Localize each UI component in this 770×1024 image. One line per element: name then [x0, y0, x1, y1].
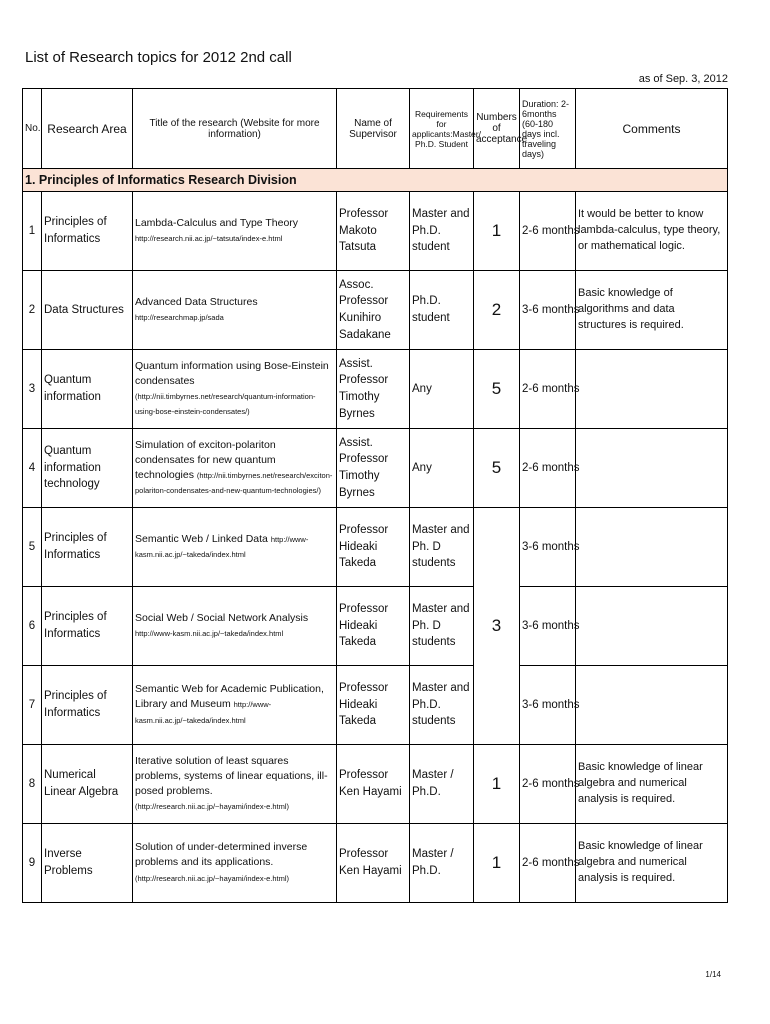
duration: 3-6 months	[520, 666, 576, 745]
comments: It would be better to know lambda-calculus, type theory, or mathematical logic.	[576, 192, 728, 271]
header-requirements: Requirements for applicants:Master/ Ph.D. Student	[410, 89, 474, 169]
research-area: Numerical Linear Algebra	[42, 745, 133, 824]
research-title: Semantic Web for Academic Publication, Library and Museum http://www-kasm.nii.ac.jp/~takeda/index.html	[133, 666, 337, 745]
supervisor: Professor Ken Hayami	[337, 824, 410, 903]
website-url: (http://nii.timbyrnes.net/research/exciton-polariton-condensates-and-new-quantum-technologies/)	[135, 471, 333, 496]
website-url: http://research.nii.ac.jp/~tatsuta/index-e.html	[135, 234, 283, 243]
row-number: 6	[23, 587, 42, 666]
research-title: Advanced Data Structures http://researchmap.jp/sada	[133, 271, 337, 350]
duration: 2-6 months	[520, 192, 576, 271]
duration: 3-6 months	[520, 587, 576, 666]
requirements: Any	[410, 429, 474, 508]
website-url: (http://research.nii.ac.jp/~hayami/index-e.html)	[135, 802, 290, 812]
document-title: List of Research topics for 2012 2nd call	[25, 49, 292, 66]
duration: 3-6 months	[520, 271, 576, 350]
research-area: Quantum information	[42, 350, 133, 429]
row-number: 8	[23, 745, 42, 824]
page-number: 1/14	[705, 970, 721, 979]
website-url: (http://nii.timbyrnes.net/research/quantum-information-using-bose-einstein-condensates/)	[135, 392, 316, 417]
row-number: 1	[23, 192, 42, 271]
row-number: 3	[23, 350, 42, 429]
research-area: Principles of Informatics	[42, 587, 133, 666]
header-duration: Duration: 2-6months (60-180 days incl. traveling days)	[520, 89, 576, 169]
header-title: Title of the research (Website for more information)	[133, 89, 337, 169]
supervisor: Assist. Professor Timothy Byrnes	[337, 350, 410, 429]
research-area: Data Structures	[42, 271, 133, 350]
acceptance-count: 1	[474, 824, 520, 903]
section-title: 1. Principles of Informatics Research Division	[23, 169, 728, 192]
row-number: 5	[23, 508, 42, 587]
supervisor: Professor Hideaki Takeda	[337, 587, 410, 666]
research-title: Simulation of exciton-polariton condensates for new quantum technologies (http://nii.timbyrnes.net/research/exciton-polariton-condensates-and-new-quantum-technologies/)	[133, 429, 337, 508]
requirements: Master and Ph. D students	[410, 508, 474, 587]
section-row	[23, 169, 728, 192]
requirements: Master and Ph.D. student	[410, 192, 474, 271]
research-topics-table	[22, 88, 728, 903]
table-row	[23, 824, 728, 903]
research-area: Principles of Informatics	[42, 666, 133, 745]
acceptance-count: 1	[474, 745, 520, 824]
header-row	[23, 89, 728, 169]
website-url: http://www-kasm.nii.ac.jp/~takeda/index.html	[135, 700, 272, 725]
duration: 2-6 months	[520, 429, 576, 508]
requirements: Any	[410, 350, 474, 429]
research-title: Solution of under-determined inverse problems and its applications. (http://research.nii.ac.jp/~hayami/index-e.html)	[133, 824, 337, 903]
table-row	[23, 429, 728, 508]
research-area: Quantum information technology	[42, 429, 133, 508]
requirements: Ph.D. student	[410, 271, 474, 350]
comments: Basic knowledge of algorithms and data structures is required.	[576, 271, 728, 350]
supervisor: Assist. Professor Timothy Byrnes	[337, 429, 410, 508]
research-title: Iterative solution of least squares problems, systems of linear equations, ill-posed problems. (http://research.nii.ac.jp/~hayami/index-e.html)	[133, 745, 337, 824]
supervisor: Professor Hideaki Takeda	[337, 508, 410, 587]
table-row	[23, 350, 728, 429]
website-url: http://www-kasm.nii.ac.jp/~takeda/index.html	[135, 629, 284, 638]
supervisor: Professor Ken Hayami	[337, 745, 410, 824]
supervisor: Professor Makoto Tatsuta	[337, 192, 410, 271]
comments	[576, 508, 728, 587]
supervisor: Assoc. Professor Kunihiro Sadakane	[337, 271, 410, 350]
research-title: Semantic Web / Linked Data http://www-kasm.nii.ac.jp/~takeda/index.html	[133, 508, 337, 587]
duration: 2-6 months	[520, 350, 576, 429]
comments	[576, 666, 728, 745]
duration: 2-6 months	[520, 824, 576, 903]
acceptance-count: 5	[474, 429, 520, 508]
acceptance-count: 1	[474, 192, 520, 271]
row-number: 4	[23, 429, 42, 508]
requirements: Master / Ph.D.	[410, 745, 474, 824]
comments	[576, 587, 728, 666]
comments: Basic knowledge of linear algebra and numerical analysis is required.	[576, 824, 728, 903]
supervisor: Professor Hideaki Takeda	[337, 666, 410, 745]
acceptance-count: 3	[474, 508, 520, 745]
website-url: (http://research.nii.ac.jp/~hayami/index-e.html)	[135, 873, 290, 883]
research-area: Principles of Informatics	[42, 192, 133, 271]
row-number: 9	[23, 824, 42, 903]
table-row	[23, 587, 728, 666]
table-row	[23, 192, 728, 271]
header-research-area: Research Area	[42, 89, 133, 169]
table-row	[23, 666, 728, 745]
research-area: Inverse Problems	[42, 824, 133, 903]
comments	[576, 429, 728, 508]
website-url: http://www-kasm.nii.ac.jp/~takeda/index.html	[135, 534, 309, 559]
requirements: Master and Ph. D students	[410, 587, 474, 666]
row-number: 2	[23, 271, 42, 350]
table-row	[23, 745, 728, 824]
header-acceptance: Numbers of acceptance	[474, 89, 520, 169]
table-row	[23, 271, 728, 350]
acceptance-count: 5	[474, 350, 520, 429]
header-comments: Comments	[576, 89, 728, 169]
website-url: http://researchmap.jp/sada	[135, 313, 224, 322]
header-supervisor: Name of Supervisor	[337, 89, 410, 169]
research-area: Principles of Informatics	[42, 508, 133, 587]
comments	[576, 350, 728, 429]
comments: Basic knowledge of linear algebra and numerical analysis is required.	[576, 745, 728, 824]
header-no: No.	[23, 89, 42, 169]
research-title: Quantum information using Bose-Einstein condensates (http://nii.timbyrnes.net/research/quantum-information-using-bose-einstein-condensates/)	[133, 350, 337, 429]
duration: 3-6 months	[520, 508, 576, 587]
duration: 2-6 months	[520, 745, 576, 824]
requirements: Master / Ph.D.	[410, 824, 474, 903]
requirements: Master and Ph.D. students	[410, 666, 474, 745]
research-title: Lambda-Calculus and Type Theory http://research.nii.ac.jp/~tatsuta/index-e.html	[133, 192, 337, 271]
research-title: Social Web / Social Network Analysis http://www-kasm.nii.ac.jp/~takeda/index.html	[133, 587, 337, 666]
acceptance-count: 2	[474, 271, 520, 350]
table-row	[23, 508, 728, 587]
row-number: 7	[23, 666, 42, 745]
as-of-date: as of Sep. 3, 2012	[638, 73, 728, 85]
